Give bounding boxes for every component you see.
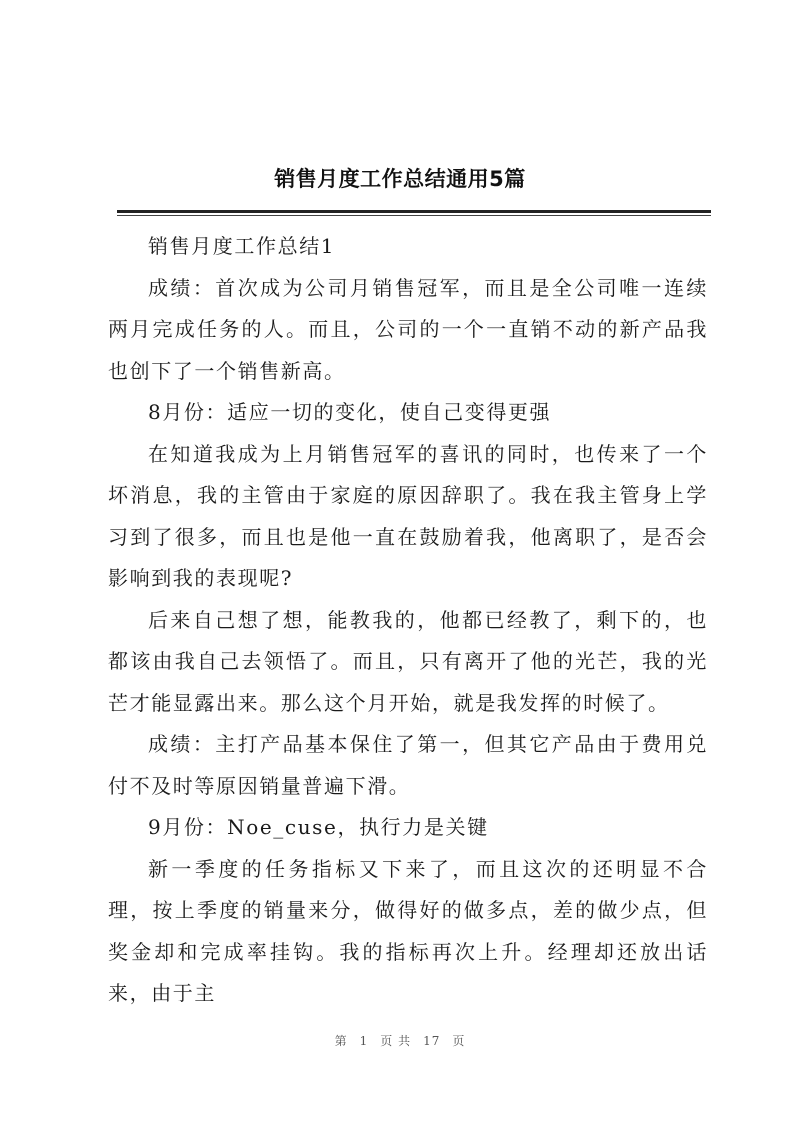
paragraph: 后来自己想了想，能教我的，他都已经教了，剩下的，也都该由我自己去领悟了。而且，只有离开了他的光芒，我的光芒才能显露出来。那么这个月开始，就是我发挥的时候了。	[108, 607, 708, 715]
footer-label-of: 页 共	[380, 1034, 412, 1048]
section-heading: 销售月度工作总结1	[148, 234, 336, 258]
document-body	[108, 226, 708, 1015]
footer-label-page: 第	[334, 1034, 348, 1048]
month-heading: 9月份：Noe_cuse，执行力是关键	[148, 815, 489, 839]
total-pages-number: 17	[423, 1034, 441, 1048]
page-footer	[0, 1032, 800, 1049]
title-divider-thick	[117, 210, 711, 213]
document-title: 销售月度工作总结通用5篇	[274, 167, 526, 191]
month-heading: 8月份：适应一切的变化，使自己变得更强	[148, 400, 552, 424]
current-page-number: 1	[359, 1034, 369, 1048]
paragraph: 成绩：首次成为公司月销售冠军，而且是全公司唯一连续两月完成任务的人。而且，公司的一个一直销不动的新产品我也创下了一个销售新高。	[108, 275, 708, 383]
footer-label-pages: 页	[452, 1034, 466, 1048]
paragraph: 成绩：主打产品基本保住了第一，但其它产品由于费用兑付不及时等原因销量普遍下滑。	[108, 732, 708, 798]
title-divider-thin	[117, 215, 711, 216]
paragraph: 新一季度的任务指标又下来了，而且这次的还明显不合理，按上季度的销量来分，做得好的做多点，差的做少点，但奖金却和完成率挂钩。我的指标再次上升。经理却还放出话来，由于主	[108, 856, 708, 1005]
paragraph: 在知道我成为上月销售冠军的喜讯的同时，也传来了一个坏消息，我的主管由于家庭的原因辞职了。我在我主管身上学习到了很多，而且也是他一直在鼓励着我，他离职了，是否会影响到我的表现呢?	[108, 441, 708, 590]
